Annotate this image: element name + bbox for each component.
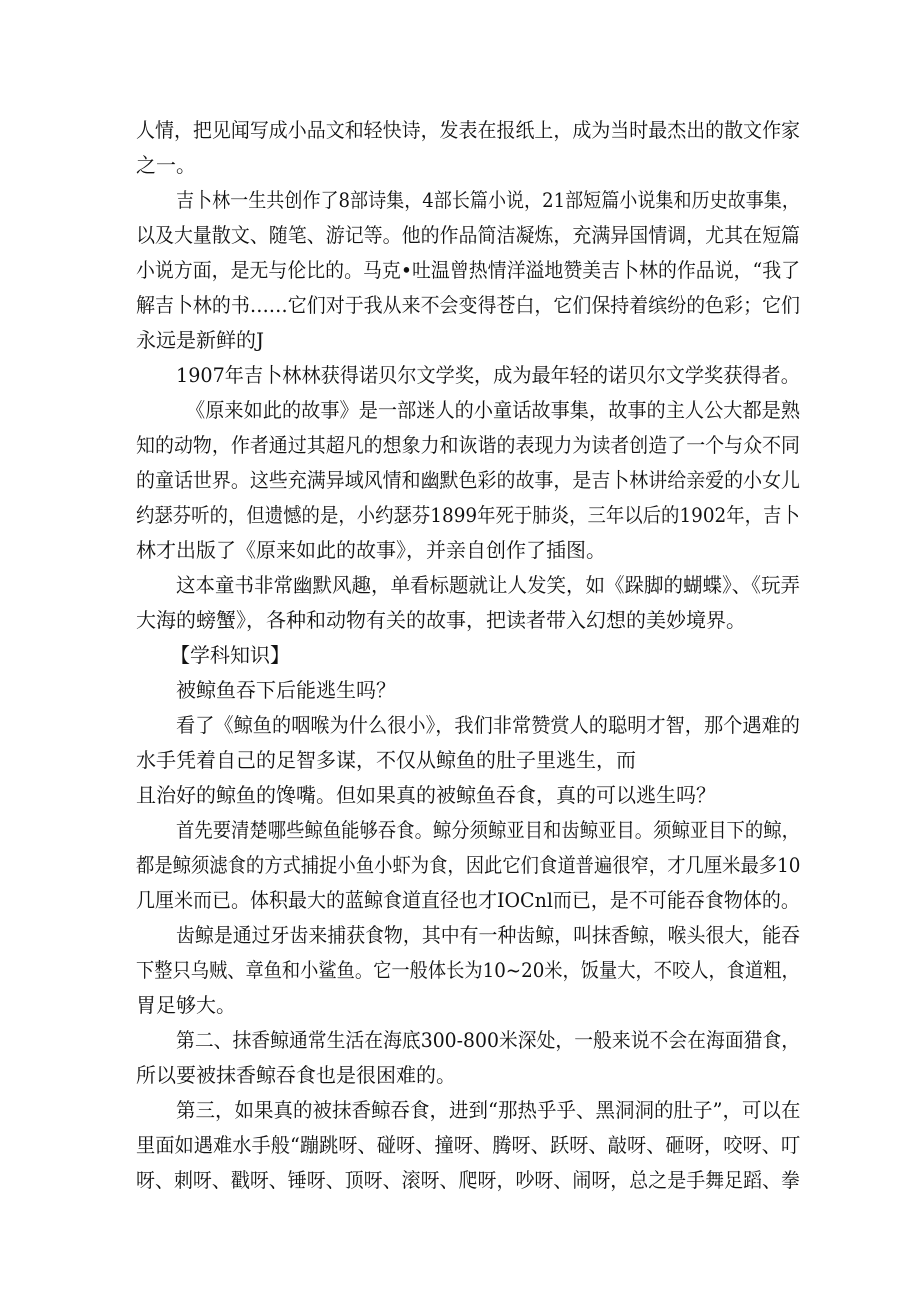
text-line: 人情，把见闻写成小品文和轻快诗，发表在报纸上，成为当时最杰出的散文作家 (136, 118, 801, 142)
text-line: 吉卜林一生共创作了8部诗集，4部长篇小说，21部短篇小说集和历史故事集， (176, 188, 800, 212)
text-line: 以及大量散文、随笔、游记等。他的作品简洁凝炼，充满异国情调，尤其在短篇 (136, 223, 801, 247)
text-line: 1907年吉卜林林获得诺贝尔文学奖，成为最年轻的诺贝尔文学奖获得者。 (176, 363, 800, 387)
text-line: 知的动物，作者通过其超凡的想象力和诙谐的表现力为读者创造了一个与众不同 (136, 433, 801, 457)
text-line: 第二、抹香鲸通常生活在海底300-800米深处，一般来说不会在海面猎食， (176, 1028, 801, 1052)
text-line: 看了《鲸鱼的咽喉为什么很小》，我们非常赞赏人的聪明才智，那个遇难的 (176, 713, 800, 737)
text-line: 小说方面，是无与伦比的。马克•吐温曾热情洋溢地赞美吉卜林的作品说，“我了 (136, 258, 801, 282)
text-line: 之一。 (136, 153, 196, 177)
text-line: 呀、刺呀、戳呀、锤呀、顶呀、滚呀、爬呀，吵呀、闹呀，总之是手舞足蹈、拳 (136, 1168, 801, 1192)
text-line: 胃足够大。 (136, 993, 236, 1017)
section-heading: 【学科知识】 (170, 643, 290, 667)
text-line: 所以要被抹香鲸吞食也是很困难的。 (136, 1063, 456, 1087)
text-line: 大海的螃蟹》，各种和动物有关的故事，把读者带入幻想的美妙境界。 (136, 608, 746, 632)
text-line: 齿鲸是通过牙齿来捕获食物，其中有一种齿鲸，叫抹香鲸，喉头很大，能吞 (176, 923, 801, 947)
text-line: 永远是新鲜的J (136, 328, 265, 352)
text-line: 约瑟芬听的，但遗憾的是，小约瑟芬1899年死于肺炎，三年以后的1902年，吉卜 (136, 503, 800, 527)
text-line: 解吉卜林的书……它们对于我从来不会变得苍白，它们保持着缤纷的色彩；它们 (136, 293, 801, 317)
text-line: 林才出版了《原来如此的故事》，并亲自创作了插图。 (136, 538, 606, 562)
text-line: 首先要清楚哪些鲸鱼能够吞食。鲸分须鲸亚目和齿鲸亚目。须鲸亚目下的鲸， (176, 818, 800, 842)
text-line: 都是鲸须滤食的方式捕捉小鱼小虾为食，因此它们食道普遍很窄，才几厘米最多10 (136, 853, 801, 877)
question-heading: 被鲸鱼吞下后能逃生吗？ (176, 678, 396, 702)
text-line: 《原来如此的故事》是一部迷人的小童话故事集，故事的主人公大都是熟 (186, 398, 801, 422)
text-line: 下整只乌贼、章鱼和小鲨鱼。它一般体长为10~20米，饭量大，不咬人，食道粗， (136, 958, 800, 982)
text-line: 几厘米而已。体积最大的蓝鲸食道直径也才IOCnl而已，是不可能吞食物体的。 (136, 888, 800, 912)
text-line: 水手凭着自己的足智多谋，不仅从鲸鱼的肚子里逃生，而 (136, 748, 636, 772)
text-line: 第三，如果真的被抹香鲸吞食，进到“那热乎乎、黑洞洞的肚子”，可以在 (176, 1098, 801, 1122)
text-line: 里面如遇难水手般“蹦跳呀、碰呀、撞呀、腾呀、跃呀、敲呀、砸呀，咬呀、叮 (136, 1133, 801, 1157)
text-line: 且治好的鲸鱼的馋嘴。但如果真的被鲸鱼吞食，真的可以逃生吗？ (136, 783, 716, 807)
text-line: 这本童书非常幽默风趣，单看标题就让人发笑，如《跺脚的蝴蝶》、《玩弄 (176, 573, 800, 597)
text-line: 的童话世界。这些充满异域风情和幽默色彩的故事，是吉卜林讲给亲爱的小女儿 (136, 468, 801, 492)
